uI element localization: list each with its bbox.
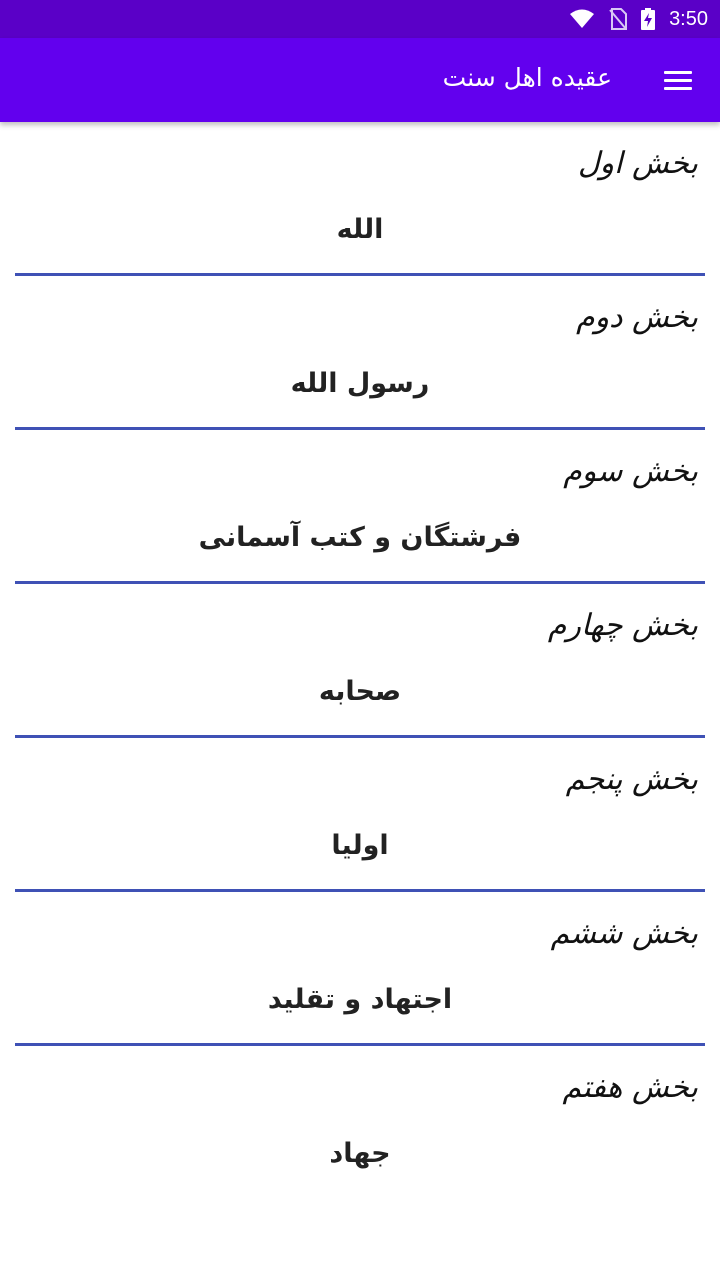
section-topic: فرشتگان و کتب آسمانی: [198, 522, 522, 553]
no-sim-icon: [609, 8, 627, 30]
section-label: بخش پنجم: [565, 762, 698, 797]
section-label: بخش چهارم: [547, 608, 698, 643]
page-title: عقیده اهل سنت: [442, 63, 612, 92]
section-topic: اولیا: [331, 830, 389, 861]
list-item-section-1[interactable]: [0, 122, 720, 276]
list-item-section-7[interactable]: [0, 1046, 720, 1200]
section-label: بخش سوم: [563, 454, 698, 489]
sections-list: [0, 122, 720, 1200]
section-label: بخش ششم: [550, 916, 698, 951]
battery-charging-icon: [641, 8, 655, 30]
section-label: بخش اول: [577, 146, 698, 181]
section-label: بخش هفتم: [562, 1070, 698, 1105]
section-topic: اجتهاد و تقلید: [267, 984, 453, 1015]
app-bar: [0, 38, 720, 122]
section-topic: الله: [336, 214, 384, 245]
list-item-section-3[interactable]: [0, 430, 720, 584]
section-label: بخش دوم: [576, 300, 698, 335]
list-item-section-5[interactable]: [0, 738, 720, 892]
section-topic: رسول الله: [290, 368, 430, 399]
list-item-section-6[interactable]: [0, 892, 720, 1046]
wifi-icon: [569, 9, 595, 29]
status-bar: [0, 0, 720, 38]
section-topic: جهاد: [329, 1138, 391, 1169]
list-item-section-4[interactable]: [0, 584, 720, 738]
list-item-section-2[interactable]: [0, 276, 720, 430]
hamburger-menu-icon[interactable]: [664, 64, 696, 96]
section-topic: صحابه: [318, 676, 402, 707]
status-time: 3:50: [669, 7, 708, 30]
